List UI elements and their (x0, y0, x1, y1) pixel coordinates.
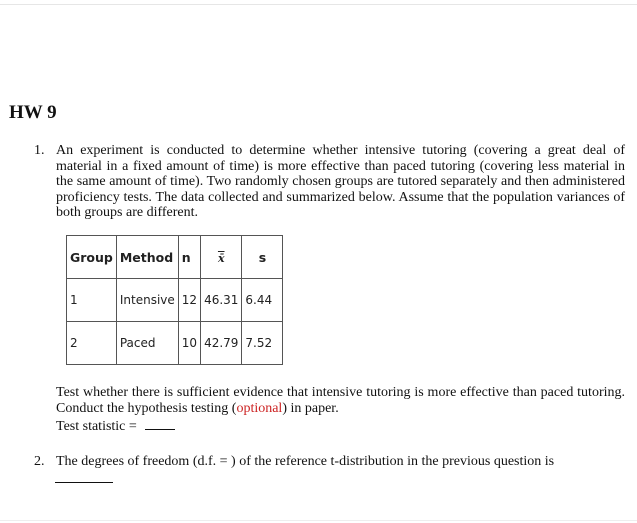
optional-label: optional (236, 400, 283, 416)
cell-n: 12 (178, 279, 200, 322)
question-2-number: 2. (34, 454, 45, 469)
question-1-followup (56, 385, 625, 416)
data-table (66, 235, 283, 365)
cell-method: Intensive (116, 279, 178, 322)
cell-n: 10 (178, 322, 200, 365)
cell-s: 6.44 (242, 279, 283, 322)
header-n: n (178, 236, 200, 279)
table-row (67, 279, 283, 322)
table-header-row (67, 236, 283, 279)
question-1-number: 1. (34, 143, 45, 158)
test-statistic-blank[interactable] (145, 417, 175, 430)
cell-method: Paced (116, 322, 178, 365)
page-title: HW 9 (9, 102, 57, 123)
cell-group: 1 (67, 279, 117, 322)
test-statistic-line (56, 417, 356, 435)
cell-group: 2 (67, 322, 117, 365)
question-1-text: An experiment is conducted to determine whether intensive tutoring (covering a great deal of material in a fixed amount of time) is more effective than paced tutoring (covering less material in the same amount of time). Two randomly chosen groups are tutored separately and then administered proficiency tests. The data collected and summarized below. Assume that the population variances of both groups are different. (56, 143, 625, 221)
cell-mean: 46.31 (201, 279, 242, 322)
mean-symbol: x̄ (217, 251, 225, 265)
cell-s: 7.52 (242, 322, 283, 365)
table-row (67, 322, 283, 365)
header-mean (201, 236, 242, 279)
cell-mean: 42.79 (201, 322, 242, 365)
degrees-of-freedom-blank[interactable] (55, 482, 113, 483)
followup-text-2: ) in paper. (282, 400, 339, 416)
top-divider (0, 4, 637, 5)
bottom-divider (0, 520, 637, 521)
test-statistic-label: Test statistic = (56, 419, 137, 434)
question-2-text: The degrees of freedom (d.f. = ) of the reference t-distribution in the previous question is (56, 454, 555, 469)
followup-text-1: Test whether there is sufficient evidence that intensive tutoring is more effective than paced tutoring. Conduct the hypothesis testing ( (56, 385, 625, 416)
header-group: Group (67, 236, 117, 279)
header-s: s (242, 236, 283, 279)
header-method: Method (116, 236, 178, 279)
